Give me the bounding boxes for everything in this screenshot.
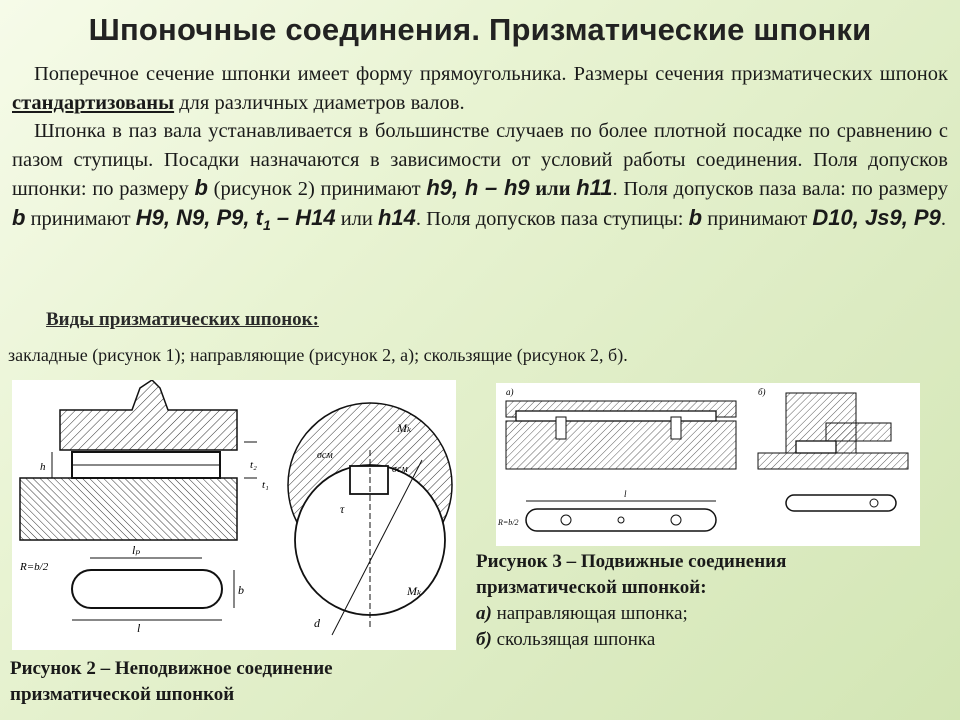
fig3-a-label: а) (506, 387, 514, 397)
d-label: d (314, 616, 320, 630)
hub-section (60, 380, 237, 450)
para2-f2: h11 (576, 175, 613, 200)
key-plan (72, 570, 222, 608)
para2-f3: H9, N9, P9, t (135, 204, 263, 230)
page-title: Шпоночные соединения. Призматические шпонки (88, 12, 872, 47)
para2-t6: или (335, 207, 378, 230)
figure-3-drawing (496, 383, 920, 546)
para2-t9: . (940, 207, 946, 230)
guide-key-plan (526, 509, 716, 531)
dim-r-label: R=b/2 (20, 561, 49, 573)
dim-l-label: l (137, 621, 141, 635)
fig3-item-b (476, 627, 786, 653)
fig3-l-label: l (624, 489, 627, 499)
para2-t7: . Поля допусков паза ступицы: (415, 207, 689, 230)
dim-lp-label: lₚ (132, 543, 141, 557)
dim-t1-label: t₁ (262, 479, 269, 491)
fig3-caption-line1: Рисунок 3 – Подвижные соединения (476, 551, 787, 572)
dim-b-label: b (238, 583, 244, 597)
fig3-item-a-text: направляющая шпонка; (491, 603, 688, 624)
figure-3-caption (476, 549, 786, 653)
para1-text-a: Поперечное сечение шпонки имеет форму прямоугольника. Размеры сечения призматических шпонок (34, 63, 948, 85)
fig3-item-a-label: а) (476, 603, 492, 624)
para2-f4: – H14 (270, 204, 336, 230)
para2-b1: b (194, 175, 208, 200)
figure-2-drawing (12, 380, 456, 650)
fig2-caption-line2: призматической шпонкой (10, 684, 235, 705)
para2-f5: h14 (377, 204, 416, 230)
fig3-item-b-label: б) (476, 629, 492, 650)
para1-text-b: для различных диаметров валов. (174, 91, 465, 114)
para2-sub1: 1 (262, 216, 271, 233)
figure-2-caption (10, 656, 333, 708)
fig2-caption-line1: Рисунок 2 – Неподвижное соединение (10, 658, 333, 679)
sigma-1-label: σсм (317, 450, 333, 461)
para2-t3: или (529, 178, 577, 200)
sigma-2-label: σсм (392, 464, 408, 475)
dim-h-label: h (40, 461, 46, 473)
fig3-caption-line2: призматической шпонкой: (476, 577, 707, 598)
mk-bot-label: Mₖ (407, 584, 422, 598)
fig3-item-b-text: скользящая шпонка (491, 629, 656, 650)
para2-f1: h9, h – h9 (426, 175, 530, 200)
tau-label: τ (340, 502, 345, 516)
fig3-r-label: R=b/2 (498, 518, 519, 527)
para1-emphasis: стандартизованы (12, 91, 175, 114)
paragraph-section-shape (12, 60, 948, 117)
mk-top-label: Mₖ (397, 421, 412, 435)
para2-f6: D10, Js9, P9 (812, 204, 941, 230)
types-list: закладные (рисунок 1); направляющие (рисунок 2, а); скользящие (рисунок 2, б). (8, 345, 628, 365)
para2-t2: (рисунок 2) принимают (207, 178, 427, 200)
para2-t1: Шпонка в паз вала устанавливается в большинстве случаев по более плотной посадке по сравнению с пазом ступицы. Посадки назначаются в зависимости от условий работы соединения. Поля допусков шпонки: по размеру (12, 120, 948, 200)
para2-t4: . Поля допусков паза вала: по размеру (612, 178, 948, 200)
dim-t2-label: t₂ (250, 459, 257, 471)
types-heading: Виды призматических шпонок: (46, 309, 319, 330)
para2-b2: b (12, 204, 26, 230)
fig3-item-a (476, 601, 786, 627)
para2-t8: принимают (702, 207, 813, 230)
fig3-b-label: б) (758, 387, 766, 397)
sliding-key-plan (786, 495, 896, 511)
para2-t5: принимают (25, 207, 136, 230)
para2-b3: b (688, 204, 703, 230)
shaft-section (20, 478, 237, 540)
paragraph-tolerances (12, 117, 948, 239)
